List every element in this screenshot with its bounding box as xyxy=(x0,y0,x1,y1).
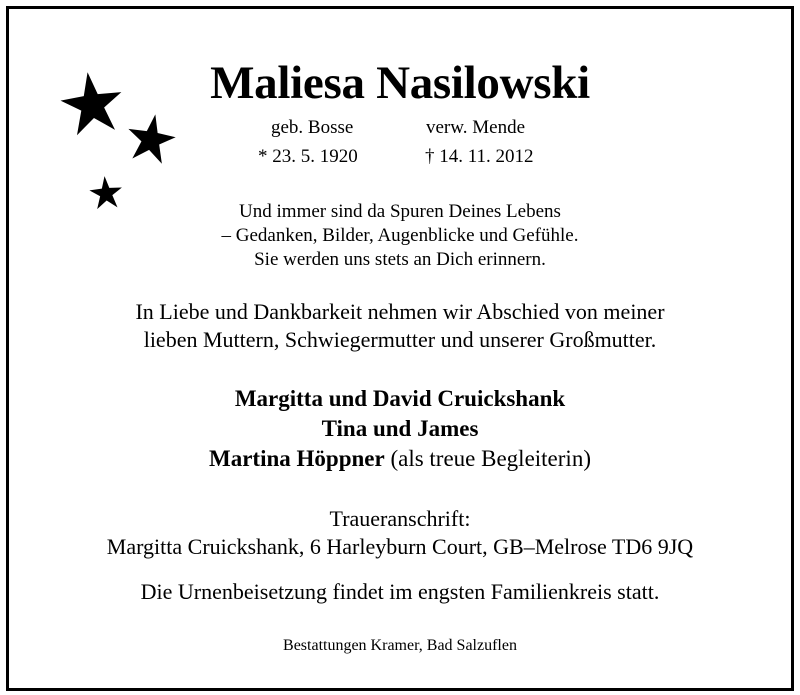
mourner-line: Margitta und David Cruickshank xyxy=(234,386,566,411)
star-icon xyxy=(125,114,177,164)
mourning-address xyxy=(0,505,800,561)
mourner-line xyxy=(0,444,800,474)
poem xyxy=(0,200,800,272)
address-label: Traueranschrift: xyxy=(329,506,471,531)
intro-line: In Liebe und Dankbarkeit nehmen wir Abschied von meiner xyxy=(135,299,665,324)
poem-line: – Gedanken, Bilder, Augenblicke und Gefühle. xyxy=(221,225,579,246)
birth-date: * 23. 5. 1920 xyxy=(258,146,358,167)
urn-notice: Die Urnenbeisetzung findet im engsten Familienkreis statt. xyxy=(140,579,660,604)
intro-line: lieben Muttern, Schwiegermutter und unserer Großmutter. xyxy=(143,327,657,352)
poem-line: Sie werden uns stets an Dich erinnern. xyxy=(254,249,546,270)
mourner-note: (als treue Begleiterin) xyxy=(390,446,591,471)
address-text: Margitta Cruickshank, 6 Harleyburn Court, GB–Melrose TD6 9JQ xyxy=(106,534,694,559)
intro-text xyxy=(0,298,800,354)
deceased-name: Maliesa Nasilowski xyxy=(210,57,590,109)
mourners xyxy=(0,384,800,474)
widowed-name: verw. Mende xyxy=(426,117,526,138)
mourner-line: Tina und James xyxy=(321,416,479,441)
poem-line: Und immer sind da Spuren Deines Lebens xyxy=(239,201,561,222)
maiden-name: geb. Bosse xyxy=(271,117,354,138)
death-date: † 14. 11. 2012 xyxy=(425,146,534,167)
undertaker: Bestattungen Kramer, Bad Salzuflen xyxy=(283,637,517,654)
mourner-name: Martina Höppner xyxy=(209,446,385,471)
